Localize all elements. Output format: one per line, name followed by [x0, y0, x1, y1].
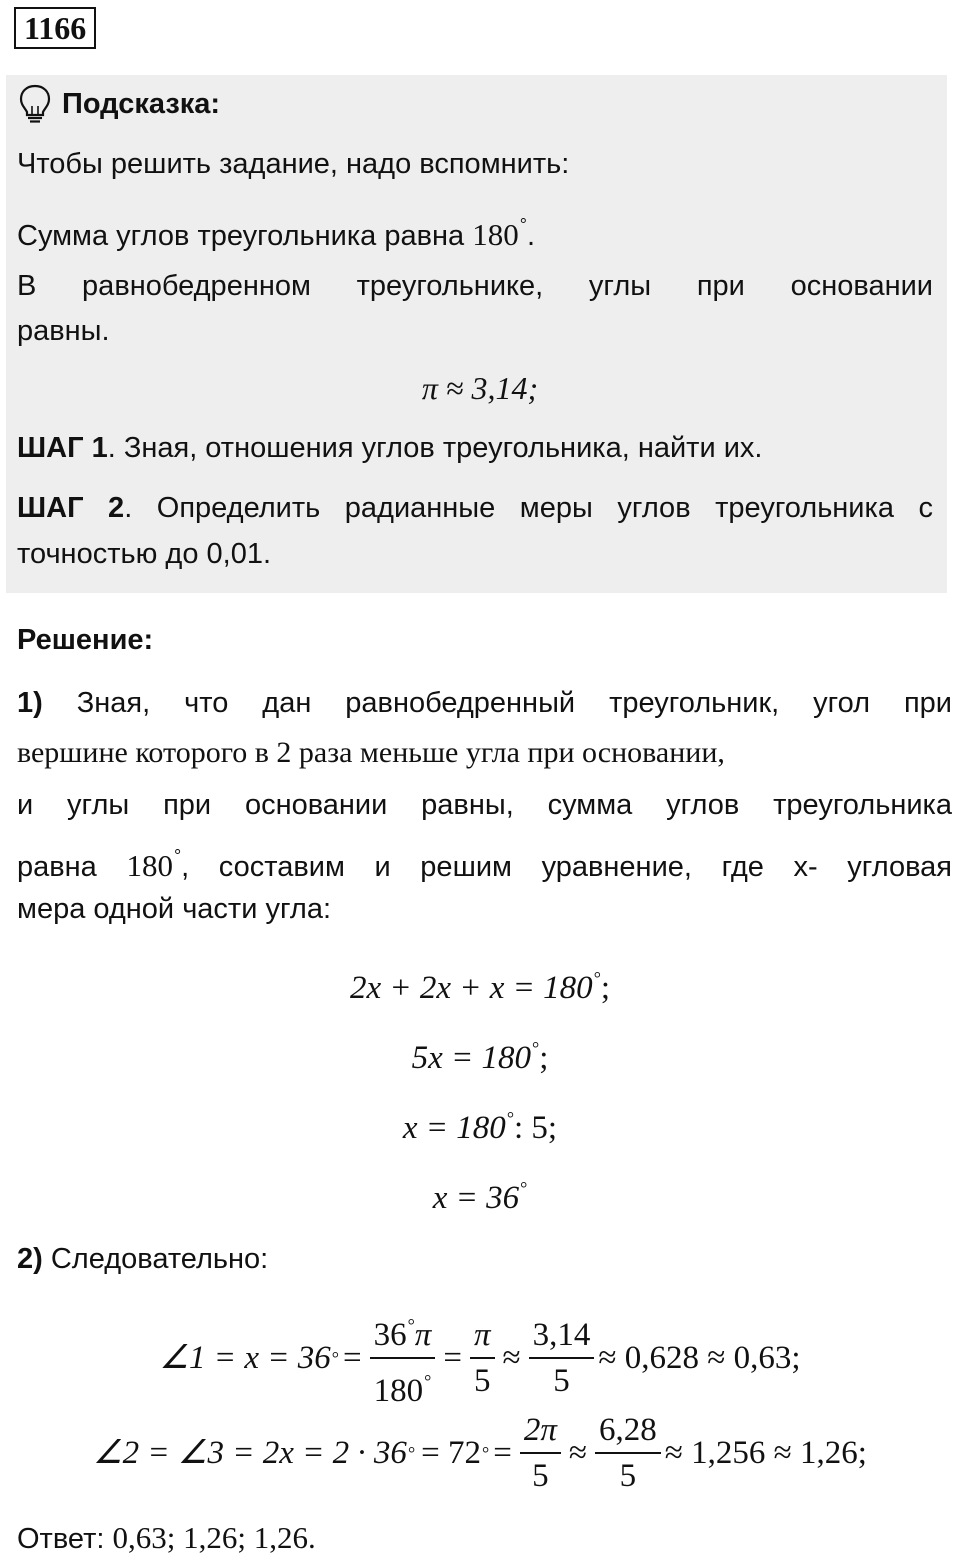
part1-line3: и углы при основании равны, сумма углов треугольника: [17, 789, 952, 821]
hint-isosceles-line1: В равнобедренном треугольнике, углы при основании: [17, 270, 933, 302]
step1-label: ШАГ 1: [17, 432, 108, 464]
lightbulb-icon: [18, 84, 52, 124]
angle-sum-value: 180: [472, 217, 519, 252]
hint-step1: [17, 430, 762, 466]
equation-4: x = 36°: [432, 1178, 528, 1216]
step1-text: . Зная, отношения углов треугольника, найти их.: [107, 432, 763, 464]
angle2-equation: ∠2 = ∠3 = 2x = 2 · 36 ° = 72 ° = $\frac{2\pi}{5}$ ≈ $\frac{6,28}{5}$ ≈ 1,256 ≈ 1,26;: [0, 1408, 960, 1498]
hint-title-text: Подсказка:: [62, 87, 221, 120]
answer-values: 0,63; 1,26; 1,26.: [112, 1520, 316, 1555]
step2-label: ШАГ 2: [17, 492, 125, 524]
equation-3: x = 180°: 5;: [402, 1108, 558, 1146]
task-number: 1166: [14, 7, 96, 49]
pi-formula: π ≈ 3,14;: [421, 370, 539, 406]
step2-text: . Определить радианные меры углов треугольника с: [124, 492, 933, 524]
answer-label: Ответ:: [17, 1523, 105, 1555]
hint-step2-line2: точностью до 0,01.: [17, 538, 272, 570]
part1-line5: мера одной части угла:: [17, 893, 332, 925]
solution-title: Решение:: [17, 624, 154, 656]
part2-line: 2) Следовательно:: [17, 1243, 269, 1275]
equation-2: 5x = 180°;: [411, 1038, 549, 1076]
part1-label: 1): [17, 687, 43, 719]
part1-line2: вершине которого в 2 раза меньше угла при основании,: [17, 736, 725, 769]
equation-1: 2x + 2x + x = 180°;: [349, 968, 611, 1006]
part1-line4: равна 180°, составим и решим уравнение, где х- угловая: [17, 846, 952, 883]
answer-line: [17, 1520, 316, 1557]
hint-title: [18, 84, 220, 124]
angle-sum-text: Сумма углов треугольника равна: [17, 220, 465, 252]
hint-step2-line1: [17, 485, 933, 531]
hint-remember: Чтобы решить задание, надо вспомнить:: [17, 148, 570, 180]
hint-isosceles-line2: равны.: [17, 315, 110, 347]
part1-line1: 1) Зная, что дан равнобедренный треугольник, угол при: [17, 687, 952, 719]
angle1-equation: ∠1 = x = 36 ° = $\frac{36^\circ\pi}{180^\circ}$ = $\frac{\pi}{5}$ ≈ $\frac{3,14}{5}$ ≈ 0,628 ≈ 0,63;: [0, 1313, 960, 1403]
part2-label: 2): [17, 1243, 43, 1275]
hint-angle-sum: Сумма углов треугольника равна 180°.: [17, 215, 535, 252]
